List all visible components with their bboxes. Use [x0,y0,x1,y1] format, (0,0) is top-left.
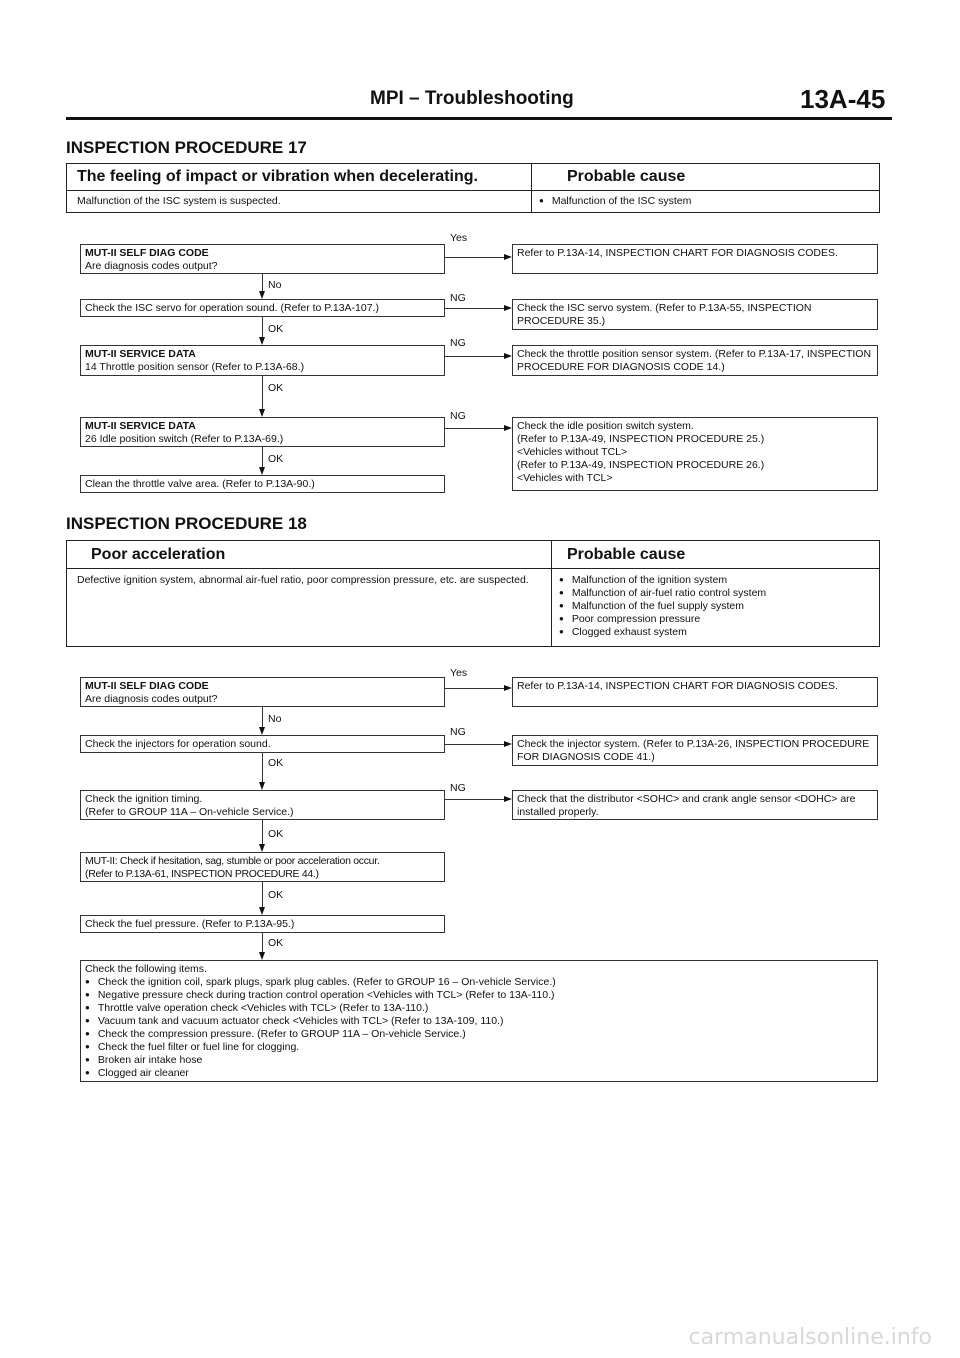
proc17-causes [539,195,691,208]
page-section-title: MPI – Troubleshooting [370,88,574,109]
proc18-causes [559,574,766,639]
proc18-final-item: ● Clogged air cleaner [85,1067,873,1080]
header-rule [66,117,892,120]
proc18-step-4: MUT-II: Check if hesitation, sag, stumble or poor acceleration occur. (Refer to P.13A-61, INSPECTION PROCEDURE 44.) [80,852,445,882]
proc17-result-4: Check the idle position switch system. (Refer to P.13A-49, INSPECTION PROCEDURE 25.) <Vehicles without TCL> (Refer to P.13A-49, INSPECTION PROCEDURE 26.) <Vehicles with TCL> [512,417,878,491]
proc18-step-5: Check the fuel pressure. (Refer to P.13A-95.) [80,915,445,933]
proc18-result-2: Check the injector system. (Refer to P.13A-26, INSPECTION PROCEDURE FOR DIAGNOSIS CODE 41.) [512,735,878,766]
proc17-branch-label: NG [450,410,466,422]
proc18-symptom: Poor acceleration [91,546,226,563]
proc18-cause: ● Malfunction of the ignition system [559,574,766,587]
proc18-down-label: OK [268,937,284,949]
proc18-cause-header: Probable cause [567,546,686,563]
proc18-branch-label: NG [450,782,466,794]
proc18-step-3: Check the ignition timing. (Refer to GROUP 11A – On-vehicle Service.) [80,790,445,820]
proc18-final-item: ● Negative pressure check during traction control operation <Vehicles with TCL> (Refer to 13A-110.) [85,989,873,1002]
proc18-final-item: ● Broken air intake hose [85,1054,873,1067]
proc18-cause: ● Malfunction of the fuel supply system [559,600,766,613]
proc18-step-2: Check the injectors for operation sound. [80,735,445,753]
proc17-cause-header: Probable cause [567,168,686,185]
proc17-description: Malfunction of the ISC system is suspected. [77,195,281,207]
proc17-step-5: Clean the throttle valve area. (Refer to P.13A-90.) [80,475,445,493]
proc18-down-label: No [268,713,282,725]
proc17-result-2: Check the ISC servo system. (Refer to P.13A-55, INSPECTION PROCEDURE 35.) [512,299,878,330]
proc17-down-label: OK [268,323,284,335]
watermark: carmanualsonline.info [688,1325,932,1350]
proc17-down-label: OK [268,453,284,465]
proc18-final-title: Check the following items. [85,963,207,975]
proc18-result-1: Refer to P.13A-14, INSPECTION CHART FOR DIAGNOSIS CODES. [512,677,878,707]
proc18-cause: ● Poor compression pressure [559,613,766,626]
proc17-branch-label: Yes [450,232,468,244]
proc18-final-item: ● Check the fuel filter or fuel line for clogging. [85,1041,873,1054]
proc18-down-label: OK [268,889,284,901]
proc18-down-label: OK [268,757,284,769]
proc17-symptom: The feeling of impact or vibration when decelerating. [77,168,478,185]
proc18-description: Defective ignition system, abnormal air-fuel ratio, poor compression pressure, etc. are suspected. [77,574,529,586]
proc18-cause: ● Malfunction of air-fuel ratio control system [559,587,766,600]
proc17-table [66,163,880,213]
proc18-step-1: MUT-II SELF DIAG CODE Are diagnosis codes output? [80,677,445,707]
proc17-down-label: OK [268,382,284,394]
proc18-final-list [85,976,873,1080]
proc18-final-item: ● Throttle valve operation check <Vehicles with TCL> (Refer to 13A-110.) [85,1002,873,1015]
proc17-title: INSPECTION PROCEDURE 17 [66,138,307,157]
proc17-step-1: MUT-II SELF DIAG CODE Are diagnosis codes output? [80,244,445,274]
proc18-down-label: OK [268,828,284,840]
proc18-branch-label: NG [450,726,466,738]
proc18-table [66,540,880,647]
proc17-branch-label: NG [450,292,466,304]
proc17-step-2: Check the ISC servo for operation sound. (Refer to P.13A-107.) [80,299,445,317]
proc18-result-3: Check that the distributor <SOHC> and crank angle sensor <DOHC> are installed properly. [512,790,878,820]
proc18-final-check [80,960,878,1082]
page-number: 13A-45 [800,84,886,114]
proc18-title: INSPECTION PROCEDURE 18 [66,514,307,533]
proc18-branch-label: Yes [450,667,468,679]
proc17-result-3: Check the throttle position sensor system. (Refer to P.13A-17, INSPECTION PROCEDURE FOR DIAGNOSIS CODE 14.) [512,345,878,376]
proc18-final-item: ● Check the ignition coil, spark plugs, spark plug cables. (Refer to GROUP 16 – On-vehicle Service.) [85,976,873,989]
proc17-down-label: No [268,279,282,291]
proc18-final-item: ● Vacuum tank and vacuum actuator check <Vehicles with TCL> (Refer to 13A-109, 110.) [85,1015,873,1028]
proc18-final-item: ● Check the compression pressure. (Refer to GROUP 11A – On-vehicle Service.) [85,1028,873,1041]
proc17-step-3: MUT-II SERVICE DATA 14 Throttle position sensor (Refer to P.13A-68.) [80,345,445,376]
proc18-cause: ● Clogged exhaust system [559,626,766,639]
proc17-result-1: Refer to P.13A-14, INSPECTION CHART FOR DIAGNOSIS CODES. [512,244,878,274]
proc17-branch-label: NG [450,337,466,349]
proc17-step-4: MUT-II SERVICE DATA 26 Idle position switch (Refer to P.13A-69.) [80,417,445,447]
proc17-cause: ● Malfunction of the ISC system [539,195,691,208]
